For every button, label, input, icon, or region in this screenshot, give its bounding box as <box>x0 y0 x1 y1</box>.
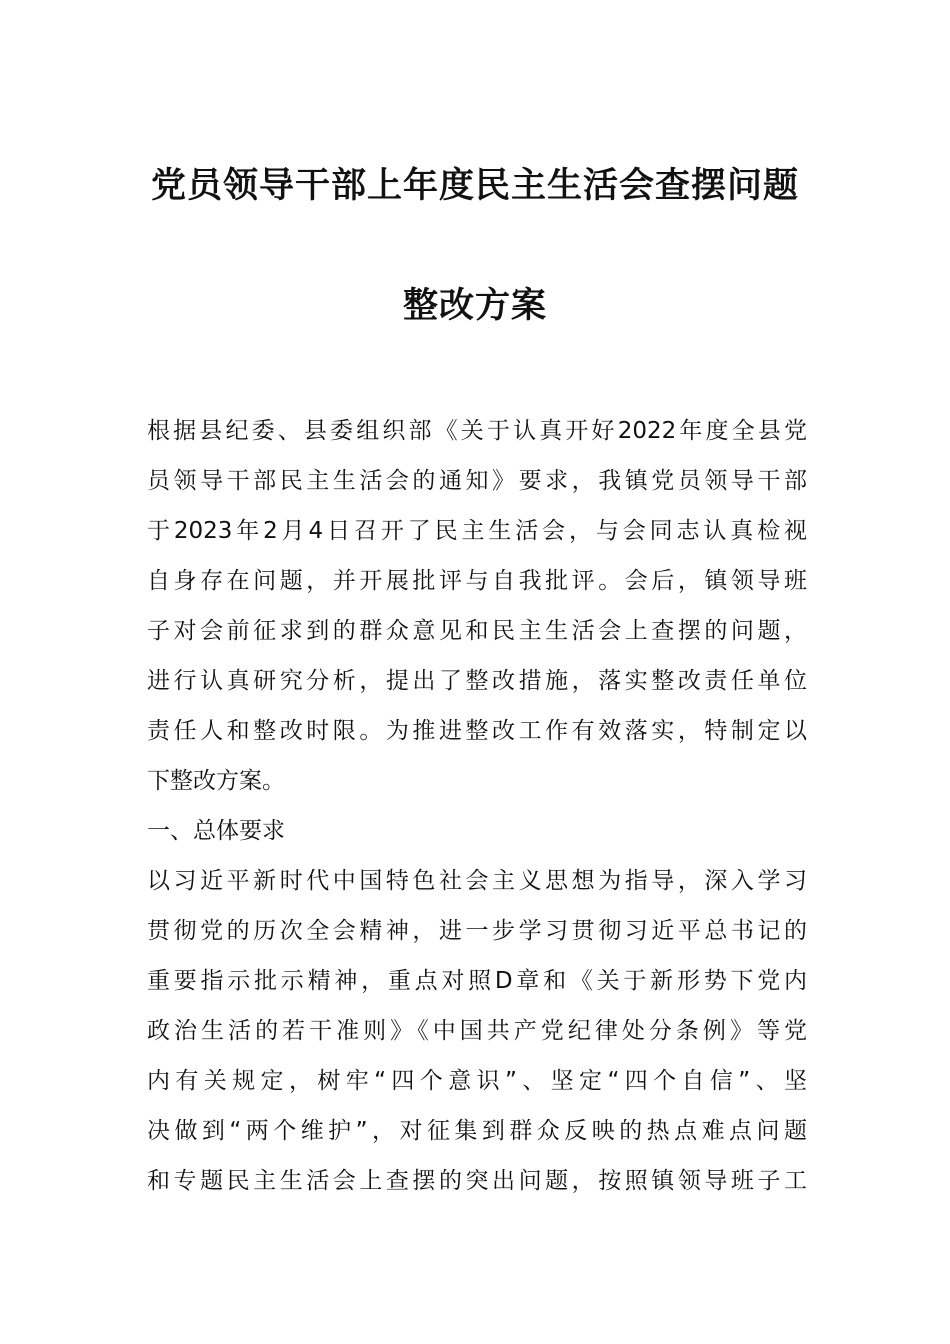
document-title-line-2: 整改方案 <box>402 285 547 326</box>
body-line: 决做到“两个维护”，对征集到群众反映的热点难点问题 <box>147 1118 807 1144</box>
body-line: 自身存在问题，并开展批评与自我批评。会后，镇领导班 <box>147 568 807 594</box>
body-line: 于2023年2月4日召开了民主生活会，与会同志认真检视 <box>147 518 807 544</box>
body-line: 子对会前征求到的群众意见和民主生活会上查摆的问题， <box>147 618 807 644</box>
body-line: 员领导干部民主生活会的通知》要求，我镇党员领导干部 <box>147 468 807 494</box>
body-line: 和专题民主生活会上查摆的突出问题，按照镇领导班子工 <box>147 1168 807 1194</box>
section-heading: 一、总体要求 <box>147 818 285 844</box>
body-line: 进行认真研究分析，提出了整改措施，落实整改责任单位 <box>147 668 807 694</box>
body-line: 下整改方案。 <box>147 768 285 794</box>
body-line: 政治生活的若干准则》《中国共产党纪律处分条例》等党 <box>147 1018 807 1044</box>
body-line: 根据县纪委、县委组织部《关于认真开好2022年度全县党 <box>147 418 807 444</box>
body-line: 责任人和整改时限。为推进整改工作有效落实，特制定以 <box>147 718 807 744</box>
body-line: 贯彻党的历次全会精神，进一步学习贯彻习近平总书记的 <box>147 918 807 944</box>
body-line: 以习近平新时代中国特色社会主义思想为指导，深入学习 <box>147 868 807 894</box>
body-line: 内有关规定，树牢“四个意识”、坚定“四个自信”、坚 <box>147 1068 807 1094</box>
document-title-line-1: 党员领导干部上年度民主生活会查摆问题 <box>150 165 799 206</box>
body-line: 重要指示批示精神，重点对照D章和《关于新形势下党内 <box>147 968 807 994</box>
